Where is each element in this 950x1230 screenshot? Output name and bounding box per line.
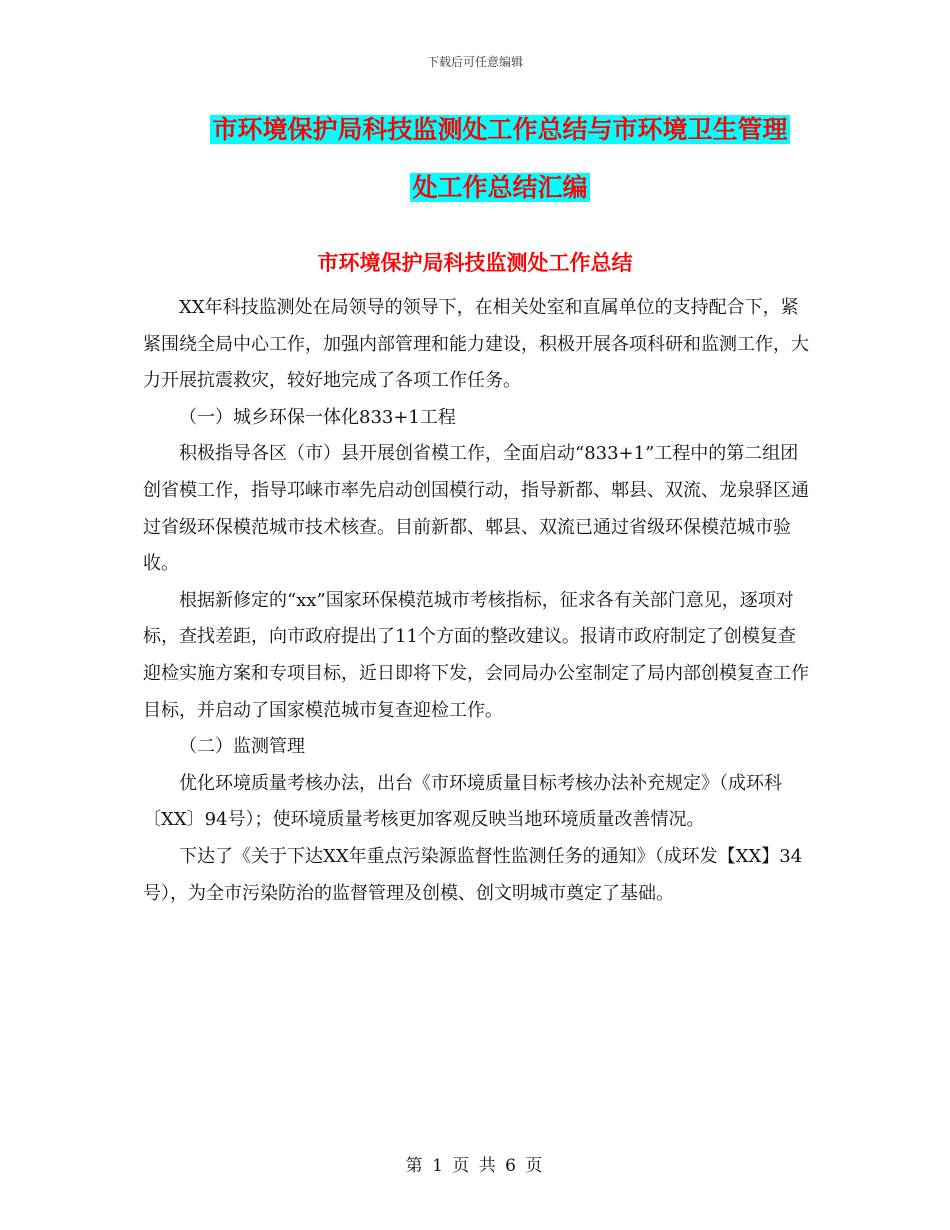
subheading-833-project: （一）城乡环保一体化833+1工程 bbox=[179, 406, 456, 428]
document-body bbox=[143, 290, 811, 912]
section-title: 市环境保护局科技监测处工作总结 bbox=[317, 250, 633, 275]
paragraph-intro: XX年科技监测处在局领导的领导下，在相关处室和直属单位的支持配合下，紧紧围绕全局中心工作，加强内部管理和能力建设，积极开展各项科研和监测工作，大力开展抗震救灾，较好地完成了各项工作任务。 bbox=[143, 297, 809, 392]
paragraph-pollution-monitoring: 下达了《关于下达XX年重点污染源监督性监测任务的通知》（成环发【XX】34号），为全市污染防治的监督管理及创模、创文明城市奠定了基础。 bbox=[143, 845, 803, 904]
document-title bbox=[140, 108, 860, 224]
paragraph-provincial-model: 积极指导各区（市）县开展创省模工作，全面启动“833+1”工程中的第二组团创省模工作，指导邛崃市率先启动创国模行动，指导新都、郫县、双流、龙泉驿区通过省级环保模范城市技术核查。目前新都、郫县、双流已通过省级环保模范城市验收。 bbox=[143, 443, 809, 575]
paragraph-national-model: 根据新修定的“xx”国家环保模范城市考核指标，征求各有关部门意见，逐项对标，查找差距，向市政府提出了11个方面的整改建议。报请市政府制定了创模复查迎检实施方案和专项目标，近日即将下发，会同局办公室制定了局内部创模复查工作目标，并启动了国家模范城市复查迎检工作。 bbox=[143, 589, 809, 721]
document-title-line-1: 市环境保护局科技监测处工作总结与市环境卫生管理 bbox=[212, 115, 788, 144]
paragraph-assessment: 优化环境质量考核办法，出台《市环境质量目标考核办法补充规定》（成环科〔XX〕94号）；使环境质量考核更加客观反映当地环境质量改善情况。 bbox=[143, 772, 782, 831]
page-number: 第 1 页 共 6 页 bbox=[405, 1156, 545, 1176]
page-header-note: 下载后可任意编辑 bbox=[426, 55, 523, 69]
document-title-line-2: 处工作总结汇编 bbox=[412, 173, 588, 202]
subheading-monitoring: （二）监测管理 bbox=[179, 736, 305, 758]
